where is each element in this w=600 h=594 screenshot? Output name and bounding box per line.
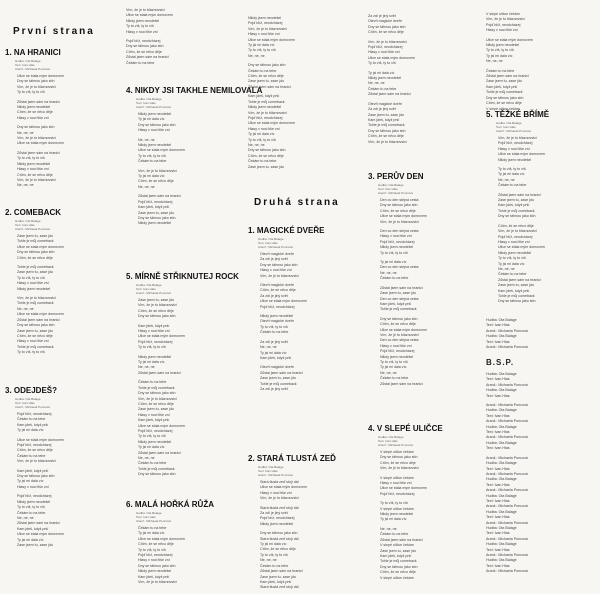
side-a-heading: První strana xyxy=(13,26,95,37)
song-credits: Hudba: Ota Balage Text: Ivan Hlas Aranž.: Michaela Poncová xyxy=(15,59,50,71)
song-credits: Hudba: Ota Balage Text: Ivan Hlas Aranž.: Michaela Poncová xyxy=(136,283,171,295)
column-4 xyxy=(360,0,480,594)
song-odejdes xyxy=(5,386,115,548)
song-title: 3. ODEJDEŠ? xyxy=(5,386,58,395)
song-tezke-breme xyxy=(486,110,596,305)
song-na-hranici xyxy=(5,48,115,189)
song-title: 6. MALÁ HOŘKÁ RŮŽA xyxy=(126,500,214,509)
lyrics: Stará tlustá zeď stojí dál Ulice se stala mým domovem Hlasy v noci tiše zní Vím, že je to bláznovství Stará tlustá zeď stojí dál Za zdí je jiný svět Pojď blíž, neodcházej Nikdy jsem neodešel Dny se táhnou jako stín Stará tlustá zeď stojí dál Ty jsi mi dala víc Cítím, že se něco děje Ty to víš, ty to víš Ne, ne, ne Čekám tu na tebe Zůstal jsem sám na hranici Zase jsem tu, zase jdu Kam jdeš, když prší Stará tlustá zeď stojí dál xyxy=(260,480,307,590)
lyrics: Den co den stejná cesta Dny se táhnou jako stín Cítím, že se něco děje Ulice se stala mým domovem Vím, že je to bláznovství Den co den stejná cesta Hlasy v noci tiše zní Pojď blíž, neodcházej Nikdy jsem neodešel Ty to víš, ty to víš Ty jsi mi dala víc Den co den stejná cesta Ne, ne, ne Čekám tu na tebe Zůstal jsem sám na hranici Zase jsem tu, zase jdu Den co den stejná cesta Kam jdeš, když prší Tohle je můj comeback Dny se táhnou jako stín Cítím, že se něco děje Ulice se stala mým domovem Vím, že je to bláznovství Den co den stejná cesta Hlasy v noci tiše zní Pojď blíž, neodcházej Nikdy jsem neodešel Ty to víš, ty to víš Ty jsi mi dala víc Ne, ne, ne Čekám tu na tebe Zůstal jsem sám na hranici xyxy=(380,198,427,386)
credits-block: Hudba: Ota Balage Text: Ivan Hlas Aranž.: Michaela Poncová Hudba: Ota Balage Text: Ivan Hlas Aranž.: Michaela Poncová xyxy=(486,318,528,350)
lyrics-continuation: Za zdí je jiný svět Otevři magické dveře Dny se táhnou jako stín Cítím, že se něco děje Vím, že je to bláznovství Pojď blíž, neodcházej Hlasy v noci tiše zní Ulice se stala mým domovem Ty to víš, ty to víš Ty jsi mi dala víc Nikdy jsem neodešel Ne, ne, ne Čekám tu na tebe Zůstal jsem sám na hranici Otevři magické dveře Za zdí je jiný svět Zase jsem tu, zase jdu Kam jdeš, když prší Tohle je můj comeback Dny se táhnou jako stín Cítím, že se něco děje Vím, že je to bláznovství xyxy=(368,14,415,144)
song-title: 3. PERŮV DEN xyxy=(368,172,424,181)
bsp-heading: B.S.P. xyxy=(486,358,515,367)
song-credits: Hudba: Ota Balage Text: Ivan Hlas Aranž.: Michaela Poncová xyxy=(496,121,531,133)
song-credits: Hudba: Ota Balage Text: Ivan Hlas Aranž.: Michaela Poncová xyxy=(258,237,293,249)
song-comeback xyxy=(5,208,115,356)
song-title: 4. NIKDY JSI TAKHLE NEMILOVALA xyxy=(126,86,263,95)
song-mirne-striknutej-rock xyxy=(126,272,239,478)
lyrics: Nikdy jsem neodešel Ty jsi mi dala víc Dny se táhnou jako stín Hlasy v noci tiše zní Ne, ne, ne Nikdy jsem neodešel Ulice se stala mým domovem Ty to víš, ty to víš Čekám tu na tebe Vím, že je to bláznovství Ty jsi mi dala víc Cítím, že se něco děje Ne, ne, ne Zůstal jsem sám na hranici Pojď blíž, neodcházej Kam jdeš, když prší Zase jsem tu, zase jdu Dny se táhnou jako stín Nikdy jsem neodešel xyxy=(138,112,185,226)
lyrics: Zase jsem tu, zase jdu Vím, že je to bláznovství Cítím, že se něco děje Dny se táhnou jako stín Kam jdeš, když prší Hlasy v noci tiše zní Ulice se stala mým domovem Pojď blíž, neodcházej Ty to víš, ty to víš Nikdy jsem neodešel Ty jsi mi dala víc Ne, ne, ne Zůstal jsem sám na hranici Čekám tu na tebe Tohle je můj comeback Dny se táhnou jako stín Vím, že je to bláznovství Cítím, že se něco děje Zase jsem tu, zase jdu Hlasy v noci tiše zní Kam jdeš, když prší Ulice se stala mým domovem Pojď blíž, neodcházej Ty to víš, ty to víš Nikdy jsem neodešel Ty jsi mi dala víc Zůstal jsem sám na hranici Ne, ne, ne Čekám tu na tebe Tohle je můj comeback Dny se táhnou jako stín xyxy=(138,298,185,477)
lyrics: Čekám tu na tebe Ty jsi mi dala víc Ulice se stala mým domovem Cítím, že se něco děje Ty to víš, ty to víš Pojď blíž, neodcházej Hlasy v noci tiše zní Dny se táhnou jako stín Nikdy jsem neodešel Kam jdeš, když prší Vím, že je to bláznovství xyxy=(138,526,185,585)
lyrics-continuation: Vím, že je to bláznovství Ulice se stala mým domovem Nikdy jsem neodešel Ty to víš, ty to víš Hlasy v noci tiše zní Pojď blíž, neodcházej Dny se táhnou jako stín Cítím, že se něco děje Zůstal jsem sám na hranici Čekám tu na tebe xyxy=(126,8,173,65)
lyrics-continuation: V slepé uličce čekám Vím, že je to bláznovství Pojď blíž, neodcházej Hlasy v noci tiše zní Ulice se stala mým domovem Nikdy jsem neodešel Ty to víš, ty to víš Ty jsi mi dala víc Ne, ne, ne Čekám tu na tebe Zůstal jsem sám na hranici Zase jsem tu, zase jdu Kam jdeš, když prší Tohle je můj comeback Dny se táhnou jako stín Cítím, že se něco děje V slepé uličce čekám xyxy=(486,12,533,111)
song-title: 5. TĚŽKÉ BŘÍMĚ xyxy=(486,110,550,119)
song-magicke-dvere xyxy=(248,226,358,392)
column-5 xyxy=(480,0,600,594)
lyrics: V slepé uličce čekám Dny se táhnou jako stín Cítím, že se něco děje Vím, že je to bláznovství V slepé uličce čekám Hlasy v noci tiše zní Ulice se stala mým domovem Pojď blíž, neodcházej Ty to víš, ty to víš V slepé uličce čekám Nikdy jsem neodešel Ty jsi mi dala víc Ne, ne, ne Čekám tu na tebe Zůstal jsem sám na hranici V slepé uličce čekám Zase jsem tu, zase jdu Kam jdeš, když prší Tohle je můj comeback Dny se táhnou jako stín Cítím, že se něco děje V slepé uličce čekám xyxy=(380,450,427,580)
lyrics: Pojď blíž, neodcházej Čekám tu na tebe Kam jdeš, když prší Ty jsi mi dala víc Ulice se stala mým domovem Pojď blíž, neodcházej Cítím, že se něco děje Čekám tu na tebe Vím, že je to bláznovství Kam jdeš, když prší Dny se táhnou jako stín Ty jsi mi dala víc Hlasy v noci tiše zní Pojď blíž, neodcházej Nikdy jsem neodešel Ty to víš, ty to víš Čekám tu na tebe Ne, ne, ne Zůstal jsem sám na hranici Kam jdeš, když prší Ulice se stala mým domovem Ty jsi mi dala víc Zase jsem tu, zase jdu xyxy=(17,412,64,547)
song-stara-tlusta-zed xyxy=(248,454,358,591)
column-1 xyxy=(0,0,120,594)
column-2 xyxy=(120,0,263,594)
song-nikdy-jsi-takhle-nemilovala xyxy=(126,86,263,227)
lyrics: Otevři magické dveře Za zdí je jiný svět Dny se táhnou jako stín Hlasy v noci tiše zní Vím, že je to bláznovství Otevři magické dveře Cítím, že se něco děje Za zdí je jiný svět Ulice se stala mým domovem Pojď blíž, neodcházej Nikdy jsem neodešel Otevři magické dveře Ty to víš, ty to víš Čekám tu na tebe Za zdí je jiný svět Ne, ne, ne Ty jsi mi dala víc Kam jdeš, když prší Otevři magické dveře Zůstal jsem sám na hranici Zase jsem tu, zase jdu Tohle je můj comeback Za zdí je jiný svět xyxy=(260,252,307,391)
song-credits: Hudba: Ota Balage Text: Ivan Hlas Aranž.: Michaela Poncová xyxy=(378,435,413,447)
song-credits: Hudba: Ota Balage Text: Ivan Hlas Aranž.: Michaela Poncová xyxy=(15,219,50,231)
song-credits: Hudba: Ota Balage Text: Ivan Hlas Aranž.: Michaela Poncová xyxy=(136,97,171,109)
lyrics-continuation: Nikdy jsem neodešel Pojď blíž, neodcházej Vím, že je to bláznovství Hlasy v noci tiše zní Ulice se stala mým domovem Ty jsi mi dala víc Ty to víš, ty to víš Ne, ne, ne Dny se táhnou jako stín Čekám tu na tebe Cítím, že se něco děje Zase jsem tu, zase jdu Zůstal jsem sám na hranici Kam jdeš, když prší Tohle je můj comeback Nikdy jsem neodešel Vím, že je to bláznovství Pojď blíž, neodcházej Ulice se stala mým domovem Hlasy v noci tiše zní Ty jsi mi dala víc Ty to víš, ty to víš Ne, ne, ne Dny se táhnou jako stín Cítím, že se něco děje Čekám tu na tebe Zase jsem tu, zase jdu xyxy=(248,16,295,169)
song-title: 4. V SLEPÉ ULIČCE xyxy=(368,424,443,433)
song-v-slepe-ulicce xyxy=(368,424,478,581)
lyrics: Zase jsem tu, zase jdu Tohle je můj comeback Ulice se stala mým domovem Dny se táhnou jako stín Cítím, že se něco děje Tohle je můj comeback Zase jsem tu, zase jdu Ty to víš, ty to víš Hlasy v noci tiše zní Nikdy jsem neodešel Vím, že je to bláznovství Tohle je můj comeback Ne, ne, ne Ulice se stala mým domovem Zůstal jsem sám na hranici Dny se táhnou jako stín Zase jsem tu, zase jdu Cítím, že se něco děje Hlasy v noci tiše zní Tohle je můj comeback Ty to víš, ty to víš xyxy=(17,234,64,355)
song-credits: Hudba: Ota Balage Text: Ivan Hlas Aranž.: Michaela Poncová xyxy=(15,397,50,409)
song-title: 5. MÍRNĚ STŘIKNUTEJ ROCK xyxy=(126,272,239,281)
song-mala-horka-ruza xyxy=(126,500,236,585)
band-members: Hudba: Ota Balage Text: Ivan Hlas Aranž.: Michaela Poncová Hudba: Ota Balage Text: Ivan Hlas Aranž.: Michaela Poncová Hudba: Ota Balage Text: Ivan Hlas Aranž.: Michaela Poncová Hudba: Ota Balage Text: Ivan Hlas Aranž.: Michaela Poncová Hudba: Ota Balage Text: Ivan Hlas Aranž.: Michaela Poncová Hudba: Ota Balage Text: Ivan Hlas Aranž.: Michaela Poncová Hudba: Ota Balage Text: Ivan Hlas Aranž.: Michaela Poncová Hudba: Ota Balage Text: Ivan Hlas Aranž.: Michaela Poncová Hudba: Ota Balage Text: Ivan Hlas Aranž.: Michaela Poncová Hudba: Ota Balage Text: Ivan Hlas Aranž.: Michaela Poncová Hudba: Ota Balage Text: Ivan Hlas Aranž.: Michaela Poncová Hudba: Ota Balage Text: Ivan Hlas Aranž.: Michaela Poncová xyxy=(486,372,528,574)
song-credits: Hudba: Ota Balage Text: Ivan Hlas Aranž.: Michaela Poncová xyxy=(136,511,171,523)
song-title: 1. MAGICKÉ DVEŘE xyxy=(248,226,325,235)
song-credits: Hudba: Ota Balage Text: Ivan Hlas Aranž.: Michaela Poncová xyxy=(258,465,293,477)
song-credits: Hudba: Ota Balage Text: Ivan Hlas Aranž.: Michaela Poncová xyxy=(378,183,413,195)
side-b-heading: Druhá strana xyxy=(254,197,340,208)
lyrics: Ulice se stala mým domovem Dny se táhnou jako stín Vím, že je to bláznovství Ty to víš, ty to víš Zůstal jsem sám na hranici Nikdy jsem neodešel Cítím, že se něco děje Hlasy v noci tiše zní Dny se táhnou jako stín Ne, ne, ne Vím, že je to bláznovství Ulice se stala mým domovem Zůstal jsem sám na hranici Ty to víš, ty to víš Nikdy jsem neodešel Hlasy v noci tiše zní Cítím, že se něco děje Vím, že je to bláznovství Ne, ne, ne xyxy=(17,74,64,188)
lyrics: Vím, že je to bláznovství Pojď blíž, neodcházej Hlasy v noci tiše zní Ulice se stala mým domovem Nikdy jsem neodešel Ty to víš, ty to víš Ty jsi mi dala víc Ne, ne, ne Čekám tu na tebe Zůstal jsem sám na hranici Zase jsem tu, zase jdu Kam jdeš, když prší Tohle je můj comeback Dny se táhnou jako stín Cítím, že se něco děje Vím, že je to bláznovství Pojď blíž, neodcházej Hlasy v noci tiše zní Ulice se stala mým domovem Nikdy jsem neodešel Ty to víš, ty to víš Ty jsi mi dala víc Ne, ne, ne Čekám tu na tebe Zůstal jsem sám na hranici Zase jsem tu, zase jdu Kam jdeš, když prší Tohle je můj comeback Dny se táhnou jako stín xyxy=(498,136,545,304)
song-title: 1. NA HRANICI xyxy=(5,48,61,57)
song-title: 2. STARÁ TLUSTÁ ZEĎ xyxy=(248,454,336,463)
song-peruv-den xyxy=(368,172,478,387)
song-title: 2. COMEBACK xyxy=(5,208,62,217)
column-3 xyxy=(240,0,360,594)
